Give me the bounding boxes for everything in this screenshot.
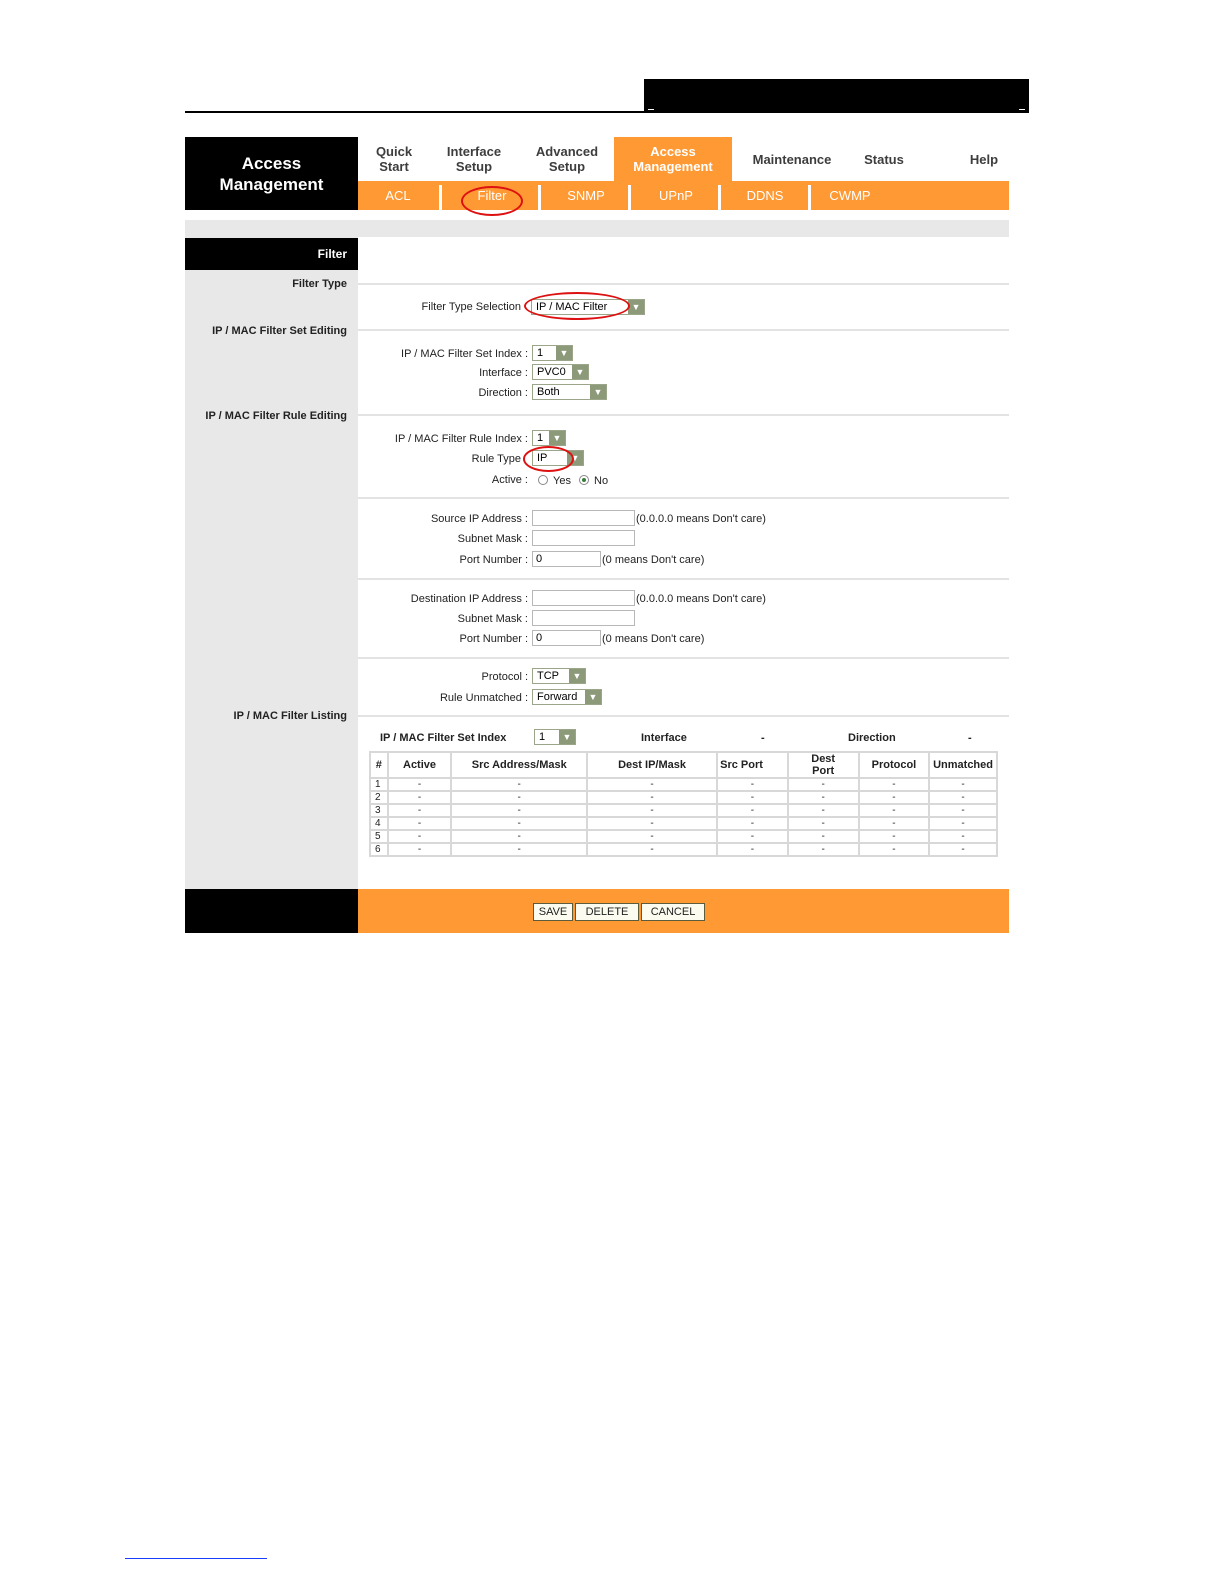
set-index-select[interactable] <box>532 345 573 361</box>
select-value: IP / MAC Filter <box>536 301 608 313</box>
source-port-input[interactable]: 0 <box>532 551 601 567</box>
column-header: Unmatched <box>929 752 997 778</box>
table-row <box>370 778 997 791</box>
table-cell: 4 <box>370 817 388 830</box>
section-label-filter-type: Filter Type <box>292 278 347 290</box>
table-cell: - <box>587 817 717 830</box>
tab-cwmp[interactable]: CWMP <box>829 188 871 203</box>
protocol-select[interactable] <box>532 668 586 684</box>
brand-line-2: Management <box>219 174 324 194</box>
table-row <box>370 791 997 804</box>
header-divider-strip <box>185 220 1009 237</box>
chevron-down-icon: ▼ <box>590 385 606 399</box>
nav-quick-start[interactable] <box>361 137 427 181</box>
active-label: Active : <box>491 474 528 486</box>
listing-direction-value: - <box>968 732 972 744</box>
table-cell: - <box>929 778 997 791</box>
tab-divider <box>439 185 442 210</box>
chevron-down-icon: ▼ <box>585 690 601 704</box>
section-divider <box>358 414 1009 416</box>
listing-interface-label: Interface <box>641 732 687 744</box>
column-header: Src Address/Mask <box>451 752 586 778</box>
table-cell: - <box>859 778 929 791</box>
header-bar-mark <box>1019 109 1025 110</box>
section-label-set-editing: IP / MAC Filter Set Editing <box>212 325 347 337</box>
filter-type-label: Filter Type Selection <box>421 301 521 313</box>
section-divider <box>358 715 1009 717</box>
table-cell: - <box>587 843 717 856</box>
active-yes-label: Yes <box>553 475 571 487</box>
table-cell: 3 <box>370 804 388 817</box>
table-cell: - <box>859 804 929 817</box>
nav-help[interactable]: Help <box>969 151 999 167</box>
dest-port-input[interactable]: 0 <box>532 630 601 646</box>
table-cell: - <box>859 830 929 843</box>
section-divider <box>358 497 1009 499</box>
document-header-bar <box>644 79 1029 113</box>
table-cell: - <box>717 830 788 843</box>
active-no-label: No <box>594 475 609 487</box>
source-ip-input[interactable] <box>532 510 635 526</box>
filter-type-select[interactable] <box>531 299 645 315</box>
table-cell: - <box>451 791 586 804</box>
dest-port-label: Port Number : <box>459 633 528 645</box>
nav-label: Management <box>633 159 713 174</box>
sub-nav <box>358 181 1009 210</box>
nav-label: Interface <box>446 144 502 159</box>
tab-divider <box>538 185 541 210</box>
set-index-label: IP / MAC Filter Set Index : <box>401 348 528 360</box>
table-cell: - <box>388 791 452 804</box>
select-value: 1 <box>537 347 544 359</box>
section-divider <box>358 657 1009 659</box>
rule-unmatched-label: Rule Unmatched : <box>439 692 528 704</box>
column-header <box>788 752 859 778</box>
column-header: # <box>370 752 388 778</box>
nav-advanced-setup[interactable] <box>527 137 607 181</box>
rule-type-label: Rule Type <box>471 453 521 465</box>
table-cell: - <box>388 817 452 830</box>
dest-mask-input[interactable] <box>532 610 635 626</box>
table-cell: - <box>717 778 788 791</box>
section-divider <box>358 578 1009 580</box>
section-label-rule-editing: IP / MAC Filter Rule Editing <box>205 410 347 422</box>
select-value: Forward <box>537 691 578 703</box>
nav-interface-setup[interactable] <box>436 137 512 181</box>
chevron-down-icon: ▼ <box>572 365 588 379</box>
column-header: Dest IP/Mask <box>587 752 717 778</box>
protocol-label: Protocol : <box>481 671 528 683</box>
table-cell: - <box>451 804 586 817</box>
section-label-listing: IP / MAC Filter Listing <box>233 710 347 722</box>
table-row <box>370 830 997 843</box>
column-header: Active <box>388 752 452 778</box>
tab-filter[interactable]: Filter <box>477 188 507 203</box>
tab-divider <box>808 185 811 210</box>
table-cell: - <box>788 804 859 817</box>
direction-select[interactable] <box>532 384 607 400</box>
table-cell: - <box>717 817 788 830</box>
nav-label: Advanced <box>535 144 599 159</box>
active-no-radio[interactable] <box>579 475 589 485</box>
source-port-hint: (0 means Don't care) <box>602 554 705 566</box>
source-mask-label: Subnet Mask : <box>457 533 528 545</box>
source-ip-hint: (0.0.0.0 means Don't care) <box>636 513 766 525</box>
table-cell: 5 <box>370 830 388 843</box>
table-header-row <box>370 752 997 778</box>
brand-line-1: Access <box>241 153 302 173</box>
tab-ddns[interactable]: DDNS <box>746 188 784 203</box>
rule-type-select[interactable] <box>532 450 584 466</box>
nav-label: Quick <box>375 144 413 159</box>
table-cell: 1 <box>370 778 388 791</box>
dest-port-hint: (0 means Don't care) <box>602 633 705 645</box>
rule-index-label: IP / MAC Filter Rule Index : <box>394 433 528 445</box>
chevron-down-icon: ▼ <box>559 730 575 744</box>
table-cell: - <box>587 778 717 791</box>
top-nav <box>358 137 1009 181</box>
cancel-button[interactable]: CANCEL <box>641 903 705 921</box>
footer-link-underline <box>125 1558 267 1559</box>
header-bar-mark <box>648 109 654 110</box>
listing-direction-label: Direction <box>848 732 896 744</box>
dest-ip-input[interactable] <box>532 590 635 606</box>
source-ip-label: Source IP Address : <box>430 513 528 525</box>
table-row <box>370 804 997 817</box>
direction-label: Direction : <box>478 387 528 399</box>
dest-mask-label: Subnet Mask : <box>457 613 528 625</box>
rule-index-select[interactable] <box>532 430 566 446</box>
table-cell: - <box>451 817 586 830</box>
table-row <box>370 843 997 856</box>
table-cell: - <box>717 804 788 817</box>
nav-label: Start <box>379 159 409 174</box>
tab-divider <box>718 185 721 210</box>
table-cell: - <box>388 778 452 791</box>
chevron-down-icon: ▼ <box>628 300 644 314</box>
source-port-label: Port Number : <box>459 554 528 566</box>
filter-listing-table <box>369 751 998 857</box>
select-value: TCP <box>537 670 559 682</box>
nav-access-management[interactable] <box>614 137 732 181</box>
nav-maintenance[interactable]: Maintenance <box>752 151 832 167</box>
chevron-down-icon: ▼ <box>569 669 585 683</box>
table-cell: - <box>451 843 586 856</box>
table-cell: - <box>929 830 997 843</box>
column-header: Src Port <box>717 752 788 778</box>
table-cell: - <box>788 830 859 843</box>
table-cell: - <box>587 830 717 843</box>
nav-label: Setup <box>455 159 493 174</box>
table-cell: - <box>587 804 717 817</box>
footer-left <box>185 889 358 933</box>
table-cell: - <box>788 817 859 830</box>
select-value: IP <box>537 452 548 464</box>
table-cell: - <box>451 778 586 791</box>
table-cell: - <box>788 843 859 856</box>
column-header: Protocol <box>859 752 929 778</box>
table-cell: - <box>388 843 452 856</box>
table-row <box>370 817 997 830</box>
source-mask-input[interactable] <box>532 530 635 546</box>
listing-set-index-label: IP / MAC Filter Set Index <box>380 732 507 744</box>
interface-label: Interface : <box>479 367 528 379</box>
nav-status[interactable]: Status <box>864 151 904 167</box>
table-cell: - <box>859 817 929 830</box>
table-cell: - <box>929 804 997 817</box>
tab-divider <box>628 185 631 210</box>
table-cell: - <box>859 843 929 856</box>
nav-label: Access <box>650 144 696 159</box>
table-cell: 6 <box>370 843 388 856</box>
interface-select[interactable] <box>532 364 589 380</box>
listing-set-index-select[interactable] <box>534 729 576 745</box>
column-header-text: Dest Port <box>811 753 836 777</box>
document-header-rule <box>185 111 645 113</box>
tab-upnp[interactable]: UPnP <box>659 188 693 203</box>
table-cell: - <box>388 804 452 817</box>
select-value: PVC0 <box>537 366 566 378</box>
save-button[interactable]: SAVE <box>533 903 573 921</box>
table-cell: - <box>717 843 788 856</box>
section-divider <box>358 329 1009 331</box>
table-cell: - <box>388 830 452 843</box>
active-yes-radio[interactable] <box>538 475 548 485</box>
table-cell: - <box>451 830 586 843</box>
select-value: 1 <box>537 432 544 444</box>
select-value: 1 <box>539 731 546 743</box>
tab-acl[interactable]: ACL <box>385 188 411 203</box>
rule-unmatched-select[interactable] <box>532 689 602 705</box>
table-cell: 2 <box>370 791 388 804</box>
listing-interface-value: - <box>761 732 765 744</box>
nav-label: Setup <box>548 159 586 174</box>
tab-snmp[interactable]: SNMP <box>567 188 605 203</box>
table-cell: - <box>929 843 997 856</box>
chevron-down-icon: ▼ <box>567 451 583 465</box>
delete-button[interactable]: DELETE <box>575 903 639 921</box>
select-value: Both <box>537 386 560 398</box>
table-cell: - <box>717 791 788 804</box>
dest-ip-label: Destination IP Address : <box>410 593 528 605</box>
chevron-down-icon: ▼ <box>549 431 565 445</box>
table-cell: - <box>929 817 997 830</box>
table-cell: - <box>788 791 859 804</box>
table-cell: - <box>788 778 859 791</box>
section-divider <box>358 283 1009 285</box>
dest-ip-hint: (0.0.0.0 means Don't care) <box>636 593 766 605</box>
section-brand <box>185 137 358 210</box>
table-cell: - <box>859 791 929 804</box>
page-title: Filter <box>185 238 358 270</box>
chevron-down-icon: ▼ <box>556 346 572 360</box>
table-cell: - <box>929 791 997 804</box>
table-cell: - <box>587 791 717 804</box>
